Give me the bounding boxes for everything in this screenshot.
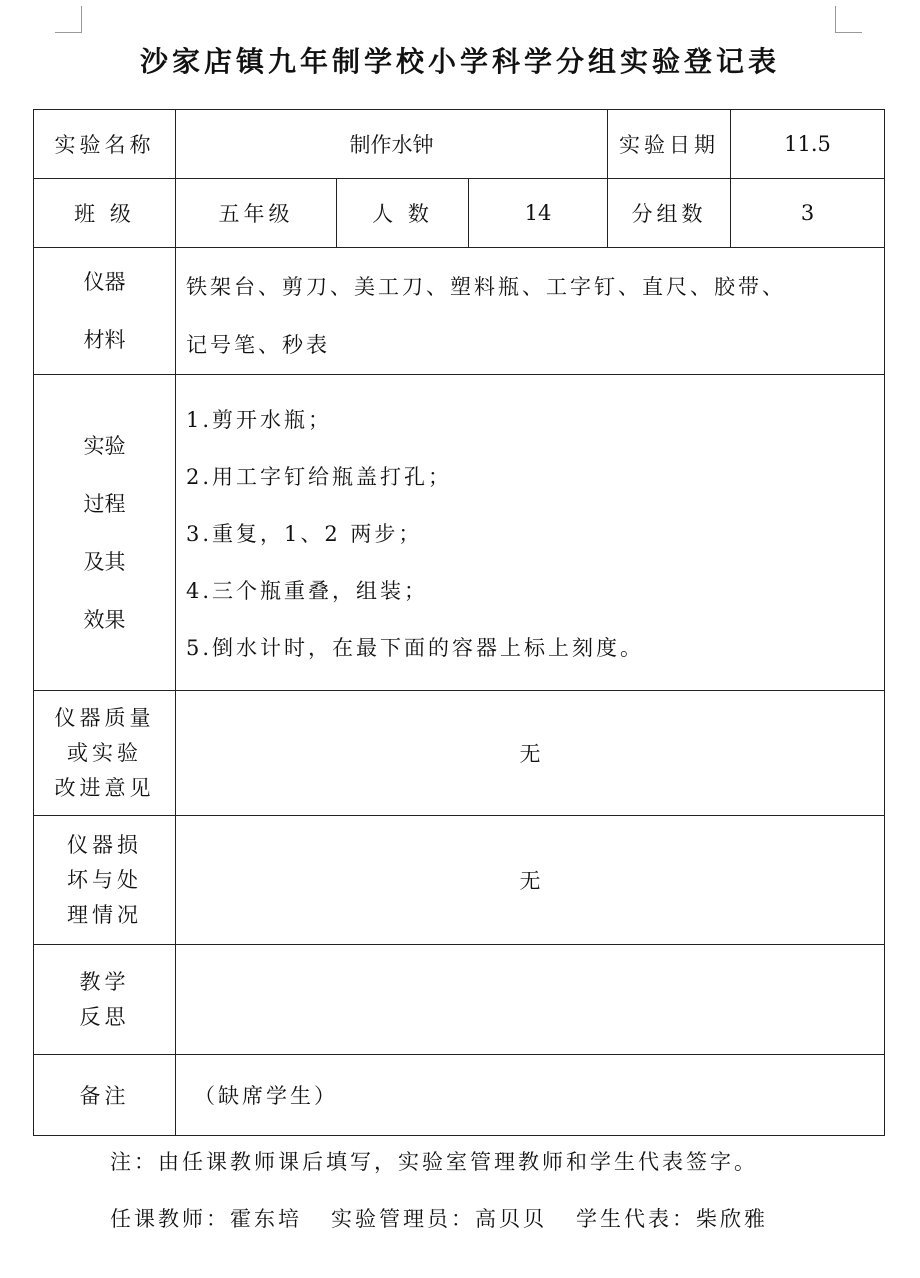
value-process-steps bbox=[176, 375, 885, 691]
row-reflection bbox=[34, 945, 885, 1055]
value-experiment-date: 11.5 bbox=[731, 110, 885, 179]
label-damage-line2: 坏与处 bbox=[67, 867, 142, 892]
row-process bbox=[34, 375, 885, 691]
process-step-2: 2.用工字钉给瓶盖打孔； bbox=[186, 465, 453, 489]
process-step-1: 1.剪开水瓶； bbox=[186, 408, 333, 432]
label-experiment-name: 实验名称 bbox=[34, 110, 176, 179]
label-quality-line3: 改进意见 bbox=[54, 775, 155, 800]
label-quality-line1: 仪器质量 bbox=[54, 705, 155, 730]
label-groups: 分组数 bbox=[608, 179, 731, 248]
label-experiment-date: 实验日期 bbox=[608, 110, 731, 179]
equipment-line-2: 记号笔、秒表 bbox=[186, 333, 330, 357]
row-remarks bbox=[34, 1055, 885, 1136]
footer-signatures: 任课教师：霍东培 实验管理员：高贝贝 学生代表：柴欣雅 bbox=[110, 1207, 769, 1231]
label-quality bbox=[34, 691, 176, 816]
process-step-3: 3.重复，1、2 两步； bbox=[186, 522, 423, 546]
label-damage bbox=[34, 816, 176, 945]
label-process-line4: 效果 bbox=[83, 607, 126, 632]
value-remarks: （缺席学生） bbox=[176, 1055, 885, 1136]
row-class bbox=[34, 179, 885, 248]
label-reflection-line1: 教学 bbox=[79, 969, 130, 994]
label-remarks: 备注 bbox=[34, 1055, 176, 1136]
process-step-5: 5.倒水计时，在最下面的容器上标上刻度。 bbox=[186, 636, 645, 660]
label-class: 班 级 bbox=[34, 179, 176, 248]
value-damage: 无 bbox=[176, 816, 885, 945]
row-damage bbox=[34, 816, 885, 945]
label-people: 人 数 bbox=[337, 179, 469, 248]
label-process bbox=[34, 375, 176, 691]
label-equipment-line1: 仪器 bbox=[83, 270, 126, 294]
footer-note: 注：由任课教师课后填写，实验室管理教师和学生代表签字。 bbox=[110, 1150, 758, 1174]
label-damage-line3: 理情况 bbox=[67, 902, 142, 927]
value-people: 14 bbox=[469, 179, 608, 248]
value-quality: 无 bbox=[176, 691, 885, 816]
label-reflection-line2: 反思 bbox=[79, 1004, 130, 1029]
crop-mark-top-left bbox=[55, 6, 82, 33]
equipment-line-1: 铁架台、剪刀、美工刀、塑料瓶、工字钉、直尺、胶带、 bbox=[186, 275, 786, 299]
label-process-line2: 过程 bbox=[83, 491, 126, 516]
crop-mark-top-right bbox=[835, 6, 862, 33]
label-damage-line1: 仪器损 bbox=[67, 832, 142, 857]
label-reflection bbox=[34, 945, 176, 1055]
label-process-line1: 实验 bbox=[83, 433, 126, 458]
row-equipment bbox=[34, 248, 885, 375]
row-quality bbox=[34, 691, 885, 816]
label-equipment bbox=[34, 248, 176, 375]
label-quality-line2: 或实验 bbox=[67, 740, 142, 765]
registration-form-table bbox=[33, 109, 885, 1136]
value-equipment bbox=[176, 248, 885, 375]
value-groups: 3 bbox=[731, 179, 885, 248]
page-title: 沙家店镇九年制学校小学科学分组实验登记表 bbox=[139, 45, 780, 78]
label-process-line3: 及其 bbox=[83, 549, 126, 574]
process-step-4: 4.三个瓶重叠，组装； bbox=[186, 579, 429, 603]
label-equipment-line2: 材料 bbox=[83, 328, 126, 352]
row-experiment-name bbox=[34, 110, 885, 179]
value-experiment-name: 制作水钟 bbox=[176, 110, 608, 179]
value-reflection bbox=[176, 945, 885, 1055]
value-class: 五年级 bbox=[176, 179, 337, 248]
